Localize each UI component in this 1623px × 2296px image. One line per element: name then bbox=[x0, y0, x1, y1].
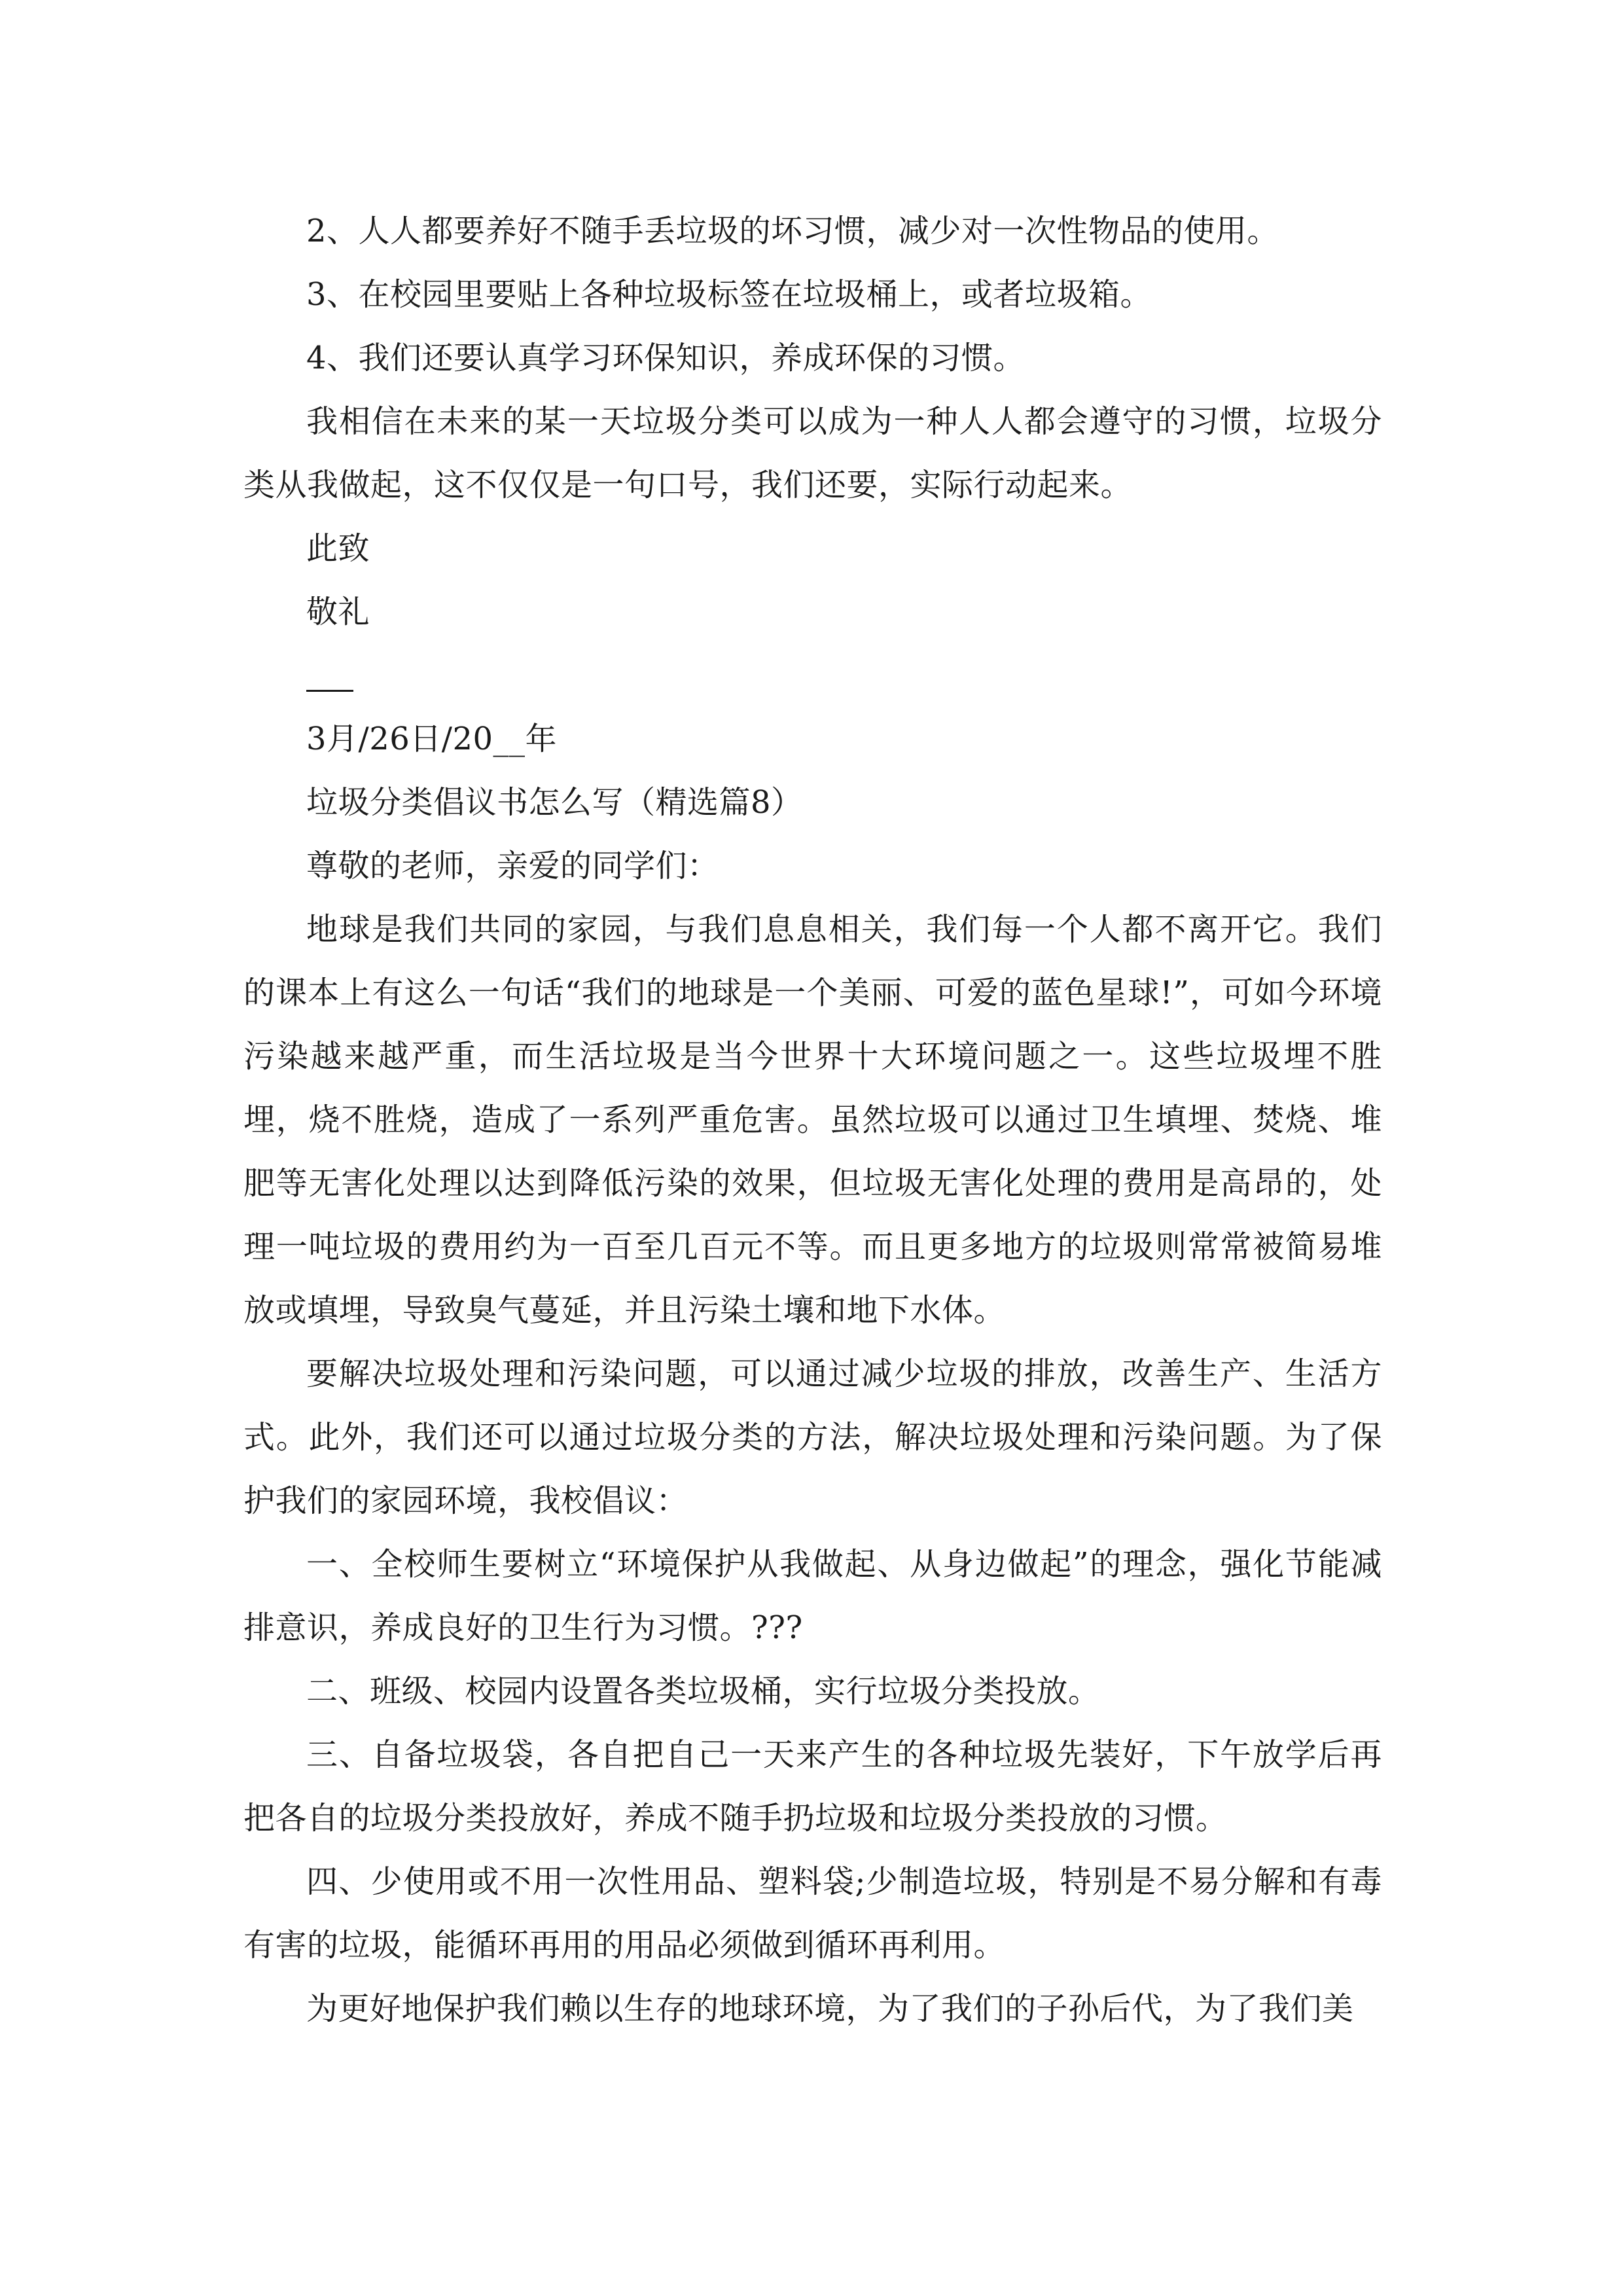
proposal-item-2: 二、班级、校园内设置各类垃圾桶，实行垃圾分类投放。 bbox=[306, 1673, 1100, 1710]
signature-line bbox=[243, 644, 1382, 708]
body-paragraph-1: 地球是我们共同的家园，与我们息息相关，我们每一个人都不离开它。我们的课本上有这么一句话“我们的地球是一个美丽、可爱的蓝色星球!”，可如今环境污染越来越严重，而生活垃圾是当今世界十大环境问题之一。这些垃圾埋不胜埋，烧不胜烧，造成了一系列严重危害。虽然垃圾可以通过卫生填埋、焚烧、堆肥等无害化处理以达到降低污染的效果，但垃圾无害化处理的费用是高昂的，处理一吨垃圾的费用约为一百至几百元不等。而且更多地方的垃圾则常常被简易堆放或填埋，导致臭气蔓延，并且污染土壤和地下水体。 bbox=[243, 911, 1382, 1329]
body-paragraph-2: 要解决垃圾处理和污染问题，可以通过减少垃圾的排放，改善生产、生活方式。此外，我们还可以通过垃圾分类的方法，解决垃圾处理和污染问题。为了保护我们的家园环境，我校倡议： bbox=[243, 1355, 1382, 1519]
proposal-item-1: 一、全校师生要树立“环境保护从我做起、从身边做起”的理念，强化节能减排意识，养成良好的卫生行为习惯。??? bbox=[243, 1546, 1382, 1646]
document-date: 3月/26日/20__年 bbox=[306, 721, 558, 757]
list-item-2: 2、人人都要养好不随手丢垃圾的坏习惯，减少对一次性物品的使用。 bbox=[306, 213, 1279, 249]
closing-paragraph: 我相信在未来的某一天垃圾分类可以成为一种人人都会遵守的习惯，垃圾分类从我做起，这不仅仅是一句口号，我们还要，实际行动起来。 bbox=[243, 403, 1382, 503]
salutation: 尊敬的老师，亲爱的同学们： bbox=[306, 848, 719, 884]
body-paragraph-final: 为更好地保护我们赖以生存的地球环境，为了我们的子孙后代，为了我们美 bbox=[306, 1990, 1354, 2027]
list-item-4: 4、我们还要认真学习环保知识，养成环保的习惯。 bbox=[306, 340, 1026, 376]
list-item-3: 3、在校园里要贴上各种垃圾标签在垃圾桶上，或者垃圾箱。 bbox=[306, 276, 1152, 313]
section-title: 垃圾分类倡议书怎么写（精选篇8） bbox=[306, 784, 803, 821]
closing-jing-li: 敬礼 bbox=[306, 594, 370, 630]
document-body bbox=[243, 200, 1382, 2041]
proposal-item-4: 四、少使用或不用一次性用品、塑料袋;少制造垃圾，特别是不易分解和有毒有害的垃圾，能循环再用的用品必须做到循环再利用。 bbox=[243, 1863, 1382, 1964]
closing-ci-zhi: 此致 bbox=[306, 530, 370, 567]
signature-rule bbox=[306, 690, 353, 692]
proposal-item-3: 三、自备垃圾袋，各自把自己一天来产生的各种垃圾先装好，下午放学后再把各自的垃圾分类投放好，养成不随手扔垃圾和垃圾分类投放的习惯。 bbox=[243, 1736, 1382, 1837]
